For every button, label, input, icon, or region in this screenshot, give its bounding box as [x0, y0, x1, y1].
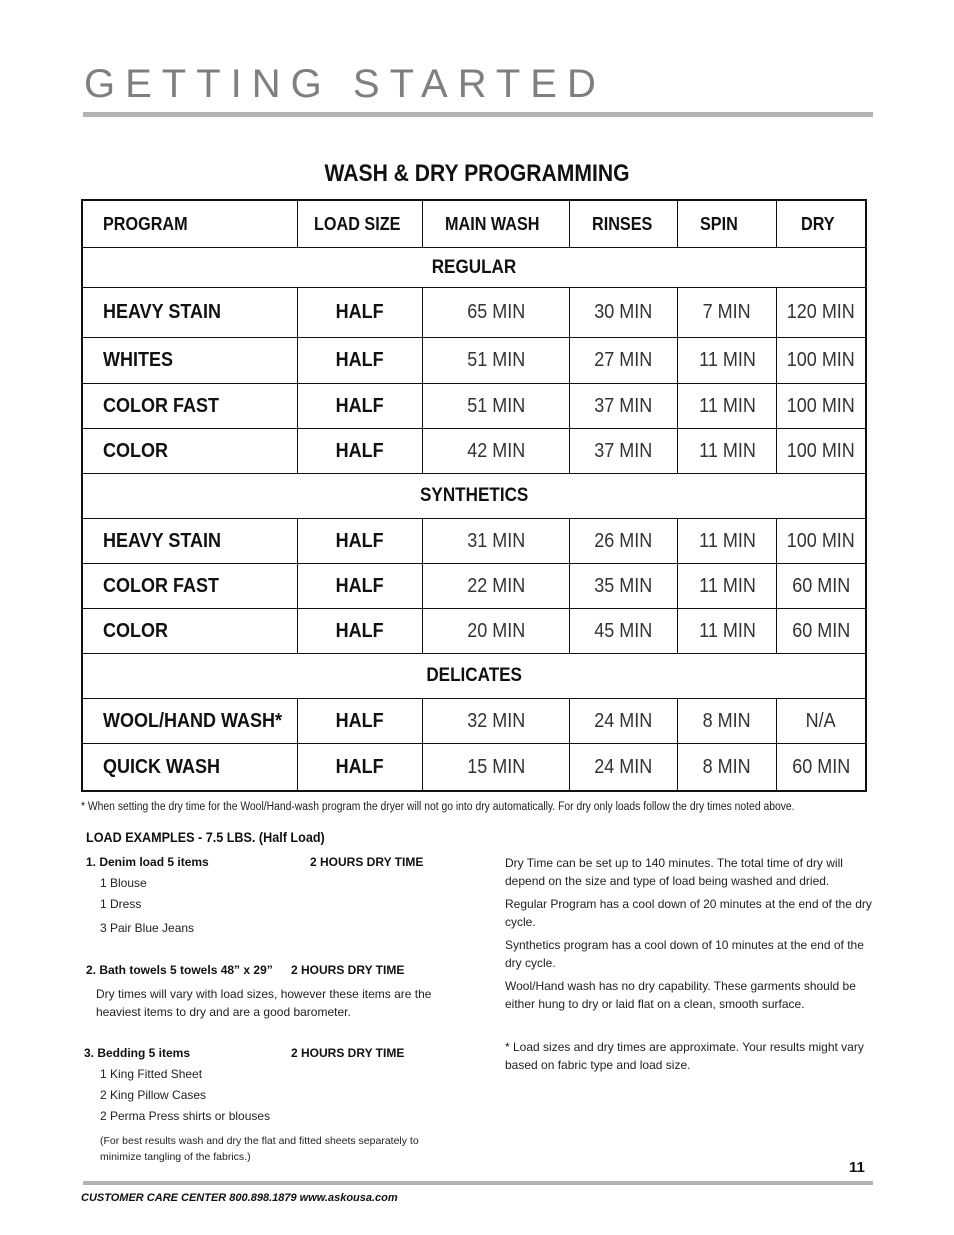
table-row [83, 699, 865, 744]
spin: 11 MIN [678, 564, 777, 608]
load-size: HALF [298, 699, 423, 743]
spin: 11 MIN [678, 429, 777, 473]
title-divider [83, 112, 873, 117]
load-size: HALF [298, 519, 423, 563]
spin: 11 MIN [678, 384, 777, 428]
note-regular-cooldown: Regular Program has a cool down of 20 minutes at the end of the dry cycle. [505, 897, 872, 929]
main-wash: 20 MIN [423, 609, 570, 653]
footer-contact: CUSTOMER CARE CENTER 800.898.1879 www.askousa.com [81, 1192, 398, 1204]
group-row-delicates: DELICATES [83, 654, 865, 699]
example-1-item: 1 Blouse [100, 876, 147, 890]
spin: 11 MIN [678, 519, 777, 563]
program-name: QUICK WASH [83, 744, 298, 790]
table-row [83, 288, 865, 338]
example-3-item: 2 King Pillow Cases [100, 1088, 207, 1102]
header-dry: DRY [801, 213, 835, 234]
main-wash: 65 MIN [423, 288, 570, 337]
note-dry-time: Dry Time can be set up to 140 minutes. The total time of dry will depend on the size and type of load being washed and dried. [505, 856, 843, 888]
dry: N/A [805, 709, 837, 732]
spin: 8 MIN [678, 744, 777, 790]
table-row [83, 564, 865, 609]
rinses: 26 MIN [570, 519, 678, 563]
program-name: COLOR FAST [83, 564, 298, 608]
dry: 60 MIN [791, 619, 851, 642]
note-approximate: * Load sizes and dry times are approximate. Your results might vary based on fabric type and load size. [505, 1040, 864, 1072]
rinses: 37 MIN [570, 429, 678, 473]
program-name: WHITES [83, 338, 298, 383]
spin: 7 MIN [678, 288, 777, 337]
group-row-regular: REGULAR [83, 248, 865, 288]
program-name: HEAVY STAIN [83, 288, 298, 337]
table-header-row [83, 201, 865, 248]
rinses: 37 MIN [570, 384, 678, 428]
header-load-size: LOAD SIZE [298, 201, 423, 247]
dry: 60 MIN [791, 755, 851, 778]
dry: 100 MIN [786, 529, 856, 552]
main-wash: 51 MIN [423, 384, 570, 428]
example-2-note: Dry times will vary with load sizes, however these items are the heaviest items to dry and are a good barometer. [96, 987, 432, 1019]
load-size: HALF [298, 338, 423, 383]
dry: 100 MIN [786, 439, 856, 462]
page-number: 11 [849, 1159, 865, 1176]
example-3-note: (For best results wash and dry the flat and fitted sheets separately to minimize tangling of the fabrics.) [100, 1135, 419, 1163]
table-row [83, 609, 865, 654]
main-wash: 31 MIN [423, 519, 570, 563]
main-wash: 32 MIN [423, 699, 570, 743]
main-wash: 15 MIN [423, 744, 570, 790]
header-main-wash: MAIN WASH [423, 201, 570, 247]
load-size: HALF [298, 384, 423, 428]
table-row [83, 338, 865, 384]
rinses: 24 MIN [570, 699, 678, 743]
rinses: 35 MIN [570, 564, 678, 608]
header-rinses: RINSES [570, 201, 678, 247]
spin: 11 MIN [678, 338, 777, 383]
load-size: HALF [298, 744, 423, 790]
rinses: 27 MIN [570, 338, 678, 383]
table-row [83, 744, 865, 790]
header-program: PROGRAM [83, 201, 298, 247]
note-synthetics-cooldown: Synthetics program has a cool down of 10 minutes at the end of the dry cycle. [505, 938, 864, 970]
dry: 120 MIN [786, 301, 856, 323]
example-1-title: 1. Denim load 5 items [86, 855, 209, 869]
example-2-title: 2. Bath towels 5 towels 48” x 29” [86, 963, 273, 977]
dry: 60 MIN [791, 574, 851, 597]
note-wool-hand-wash: Wool/Hand wash has no dry capability. These garments should be either hung to dry or laid flat on a clean, smooth surface. [505, 979, 856, 1011]
program-name: COLOR [83, 429, 298, 473]
example-1-item: 3 Pair Blue Jeans [100, 921, 195, 935]
main-wash: 42 MIN [423, 429, 570, 473]
group-row-synthetics: SYNTHETICS [83, 474, 865, 519]
dry: 100 MIN [786, 349, 856, 371]
load-size: HALF [298, 564, 423, 608]
section-title: WASH & DRY PROGRAMMING [324, 160, 630, 187]
footer-divider [83, 1181, 873, 1185]
table-row [83, 384, 865, 429]
example-3-time: 2 HOURS DRY TIME [291, 1046, 405, 1060]
rinses: 45 MIN [570, 609, 678, 653]
program-name: COLOR FAST [83, 384, 298, 428]
load-size: HALF [298, 609, 423, 653]
program-name: HEAVY STAIN [83, 519, 298, 563]
main-wash: 51 MIN [423, 338, 570, 383]
example-3-item: 2 Perma Press shirts or blouses [100, 1109, 271, 1123]
main-wash: 22 MIN [423, 564, 570, 608]
example-1-time: 2 HOURS DRY TIME [310, 855, 424, 869]
example-3-item: 1 King Fitted Sheet [100, 1067, 203, 1081]
load-size: HALF [298, 429, 423, 473]
table-row [83, 519, 865, 564]
example-3-title: 3. Bedding 5 items [84, 1046, 191, 1060]
program-name: WOOL/HAND WASH* [83, 699, 298, 743]
dry: 100 MIN [786, 394, 856, 417]
program-name: COLOR [83, 609, 298, 653]
page-title: GETTING STARTED [84, 62, 606, 106]
example-1-item: 1 Dress [100, 897, 142, 911]
spin: 8 MIN [678, 699, 777, 743]
rinses: 24 MIN [570, 744, 678, 790]
table-footnote: * When setting the dry time for the Wool/Hand-wash program the dryer will not go into dry automatically. For dry only loads follow the dry times noted above. [81, 801, 795, 813]
load-size: HALF [298, 288, 423, 337]
header-spin: SPIN [678, 201, 777, 247]
programming-table [81, 199, 867, 792]
rinses: 30 MIN [570, 288, 678, 337]
example-2-time: 2 HOURS DRY TIME [291, 963, 405, 977]
load-examples-heading: LOAD EXAMPLES - 7.5 LBS. (Half Load) [86, 829, 325, 845]
spin: 11 MIN [678, 609, 777, 653]
table-row [83, 429, 865, 474]
